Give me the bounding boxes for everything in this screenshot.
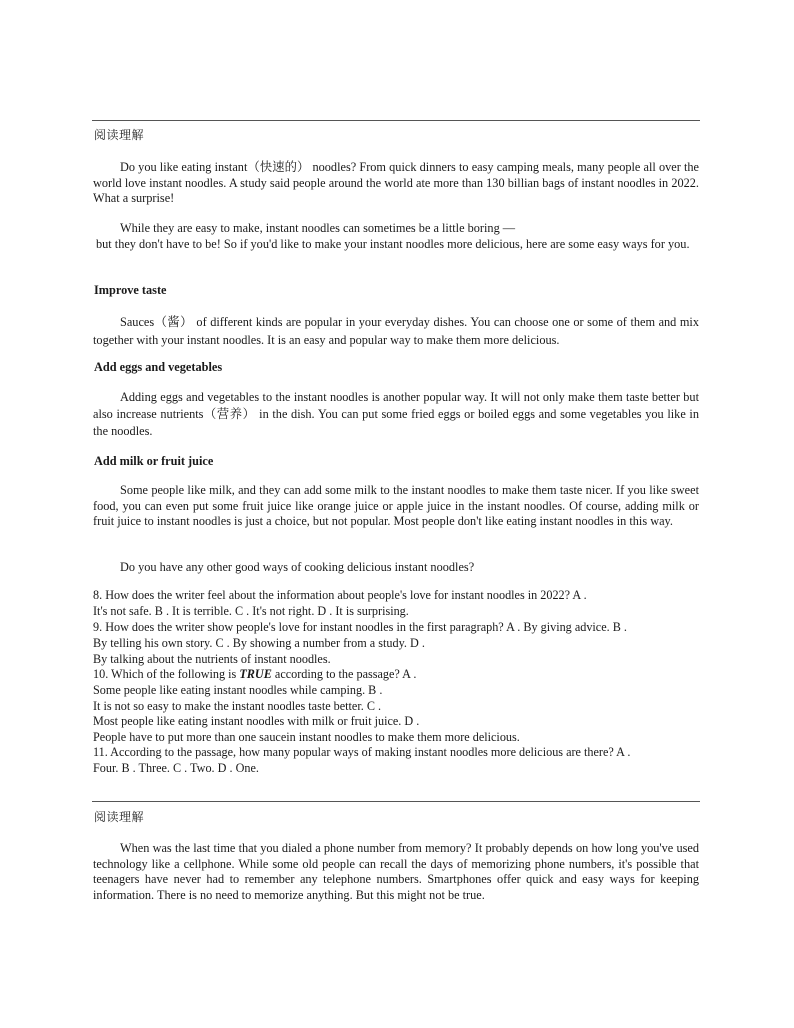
question-10-emphasis: TRUE xyxy=(239,667,272,681)
passage-paragraph: Do you have any other good ways of cooking delicious instant noodles? xyxy=(120,560,475,574)
question-10-options: People have to put more than one saucein instant noodles to make them more delicious. xyxy=(93,730,520,744)
section-heading: Add milk or fruit juice xyxy=(94,454,214,468)
question-10-text: 10. Which of the following is xyxy=(93,667,240,681)
section-label: 阅读理解 xyxy=(94,810,145,824)
passage-paragraph: Sauces（酱） of different kinds are popular in your everyday dishes. You can choose one or some of them and mix together with your instant noodles. It is an easy and popular way to make them more delicious. xyxy=(93,315,699,347)
question-11-options: Four. B . Three. C . Two. D . One. xyxy=(93,761,259,775)
section-divider xyxy=(92,801,700,802)
passage-paragraph: Do you like eating instant（快速的） noodles? From quick dinners to easy camping meals, many people all over the world love instant noodles. A study said people around the world ate more than 130 billian bags of instant noodles in 2022. What a surprise! xyxy=(93,160,699,205)
passage-paragraph: but they don't have to be! So if you'd like to make your instant noodles more delicious, here are some easy ways for you. xyxy=(96,237,690,251)
question-8-options: It's not safe. B . It is terrible. C . It's not right. D . It is surprising. xyxy=(93,604,409,618)
section-heading: Add eggs and vegetables xyxy=(94,360,223,374)
section-divider xyxy=(92,120,700,121)
question-10-text: according to the passage? A . xyxy=(271,667,417,681)
question-9-options: By talking about the nutrients of instant noodles. xyxy=(93,652,331,666)
question-10 xyxy=(93,667,701,683)
question-10-options: Some people like eating instant noodles while camping. B . xyxy=(93,683,383,697)
passage-paragraph: Adding eggs and vegetables to the instant noodles is another popular way. It will not only make them taste better but also increase nutrients（营养） in the dish. You can put some fried eggs or boiled eggs and some vegetables you like in the noodles. xyxy=(93,390,699,438)
passage-paragraph: Some people like milk, and they can add some milk to the instant noodles to make them taste nicer. If you like sweet food, you can even put some fruit juice like orange juice or apple juice in the instant noodles. Of course, adding milk or fruit juice to instant noodles is just a choice, but not popular. Most people don't like eating instant noodles in this way. xyxy=(93,483,699,528)
question-9: 9. How does the writer show people's love for instant noodles in the first paragraph? A . By giving advice. B . xyxy=(93,620,627,634)
section-heading: Improve taste xyxy=(94,283,167,297)
question-10-options: It is not so easy to make the instant noodles taste better. C . xyxy=(93,699,382,713)
question-11: 11. According to the passage, how many popular ways of making instant noodles more delicious are there? A . xyxy=(93,745,631,759)
passage-paragraph-line: While they are easy to make, instant noodles can sometimes be a little boring — xyxy=(120,221,516,235)
question-8: 8. How does the writer feel about the information about people's love for instant noodles in 2022? A . xyxy=(93,588,587,602)
passage-paragraph: When was the last time that you dialed a phone number from memory? It probably depends on how long you've used technology like a cellphone. While some old people can recall the days of memorizing phone numbers, it's possible that teenagers have never had to remember any telephone numbers. Smartphones offer quick and easy ways for keeping information. There is no need to memorize anything. But this might not be true. xyxy=(93,841,699,902)
section-label: 阅读理解 xyxy=(94,128,145,142)
question-10-options: Most people like eating instant noodles with milk or fruit juice. D . xyxy=(93,714,420,728)
question-9-options: By telling his own story. C . By showing a number from a study. D . xyxy=(93,636,425,650)
